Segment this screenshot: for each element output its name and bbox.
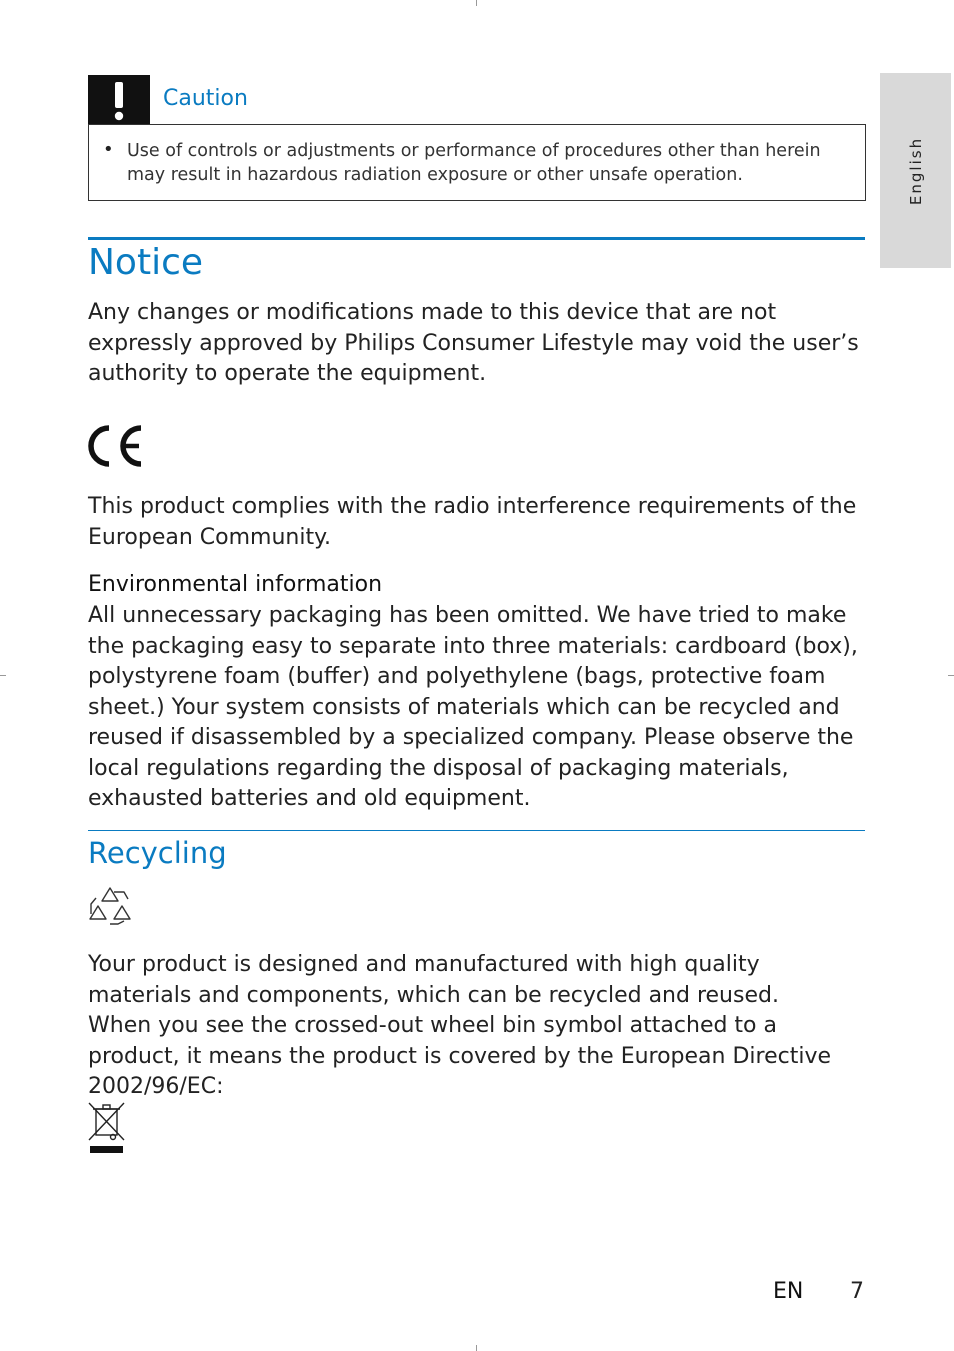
crop-mark-right [948, 675, 954, 676]
recycling-paragraph-1: Your product is designed and manufactured with high quality materials and components, which can be recycled and reused. [88, 952, 779, 1008]
recycling-rule [88, 830, 865, 831]
crop-mark-top [476, 0, 477, 6]
notice-heading: Notice [88, 242, 204, 283]
page-number: 7 [850, 1279, 864, 1304]
notice-paragraph: Any changes or modifications made to this device that are not expressly approved by Philips Consumer Lifestyle may void the user’s authority to operate the equipment. [88, 300, 859, 386]
notice-rule [88, 237, 865, 240]
environmental-paragraph: All unnecessary packaging has been omitted. We have tried to make the packaging easy to separate into three materials: cardboard (box), polystyrene foam (buffer) and polyethylene (bags, protective foam sheet.) Your system consists of materials which can be recycled and reused if disassembled by a specialized company. Please observe the local regulations regarding the disposal of packaging materials, exhausted batteries and old equipment. [88, 603, 858, 811]
crop-mark-left [0, 675, 6, 676]
recycling-paragraph-2: When you see the crossed-out wheel bin symbol attached to a product, it means the product is covered by the European Directive 2002/96/EC: [88, 1013, 832, 1099]
caution-title: Caution [163, 86, 248, 111]
crossed-out-wheel-bin-icon [86, 1100, 128, 1160]
environmental-heading: Environmental information [88, 572, 383, 597]
language-tab [880, 73, 951, 268]
footer-language-code: EN [773, 1279, 804, 1304]
exclamation-icon [88, 75, 150, 125]
crop-mark-bottom [476, 1345, 477, 1351]
ce-mark-icon [86, 424, 148, 472]
caution-header [88, 75, 866, 125]
caution-bullet: • [103, 139, 114, 160]
recycling-heading: Recycling [88, 836, 227, 870]
recycle-icon [88, 884, 132, 932]
caution-box [88, 124, 866, 201]
caution-text: Use of controls or adjustments or performance of procedures other than herein may result in hazardous radiation exposure or other unsafe operation. [127, 141, 821, 185]
ce-paragraph: This product complies with the radio interference requirements of the European Community. [88, 494, 857, 550]
language-tab-label: English [906, 136, 925, 205]
